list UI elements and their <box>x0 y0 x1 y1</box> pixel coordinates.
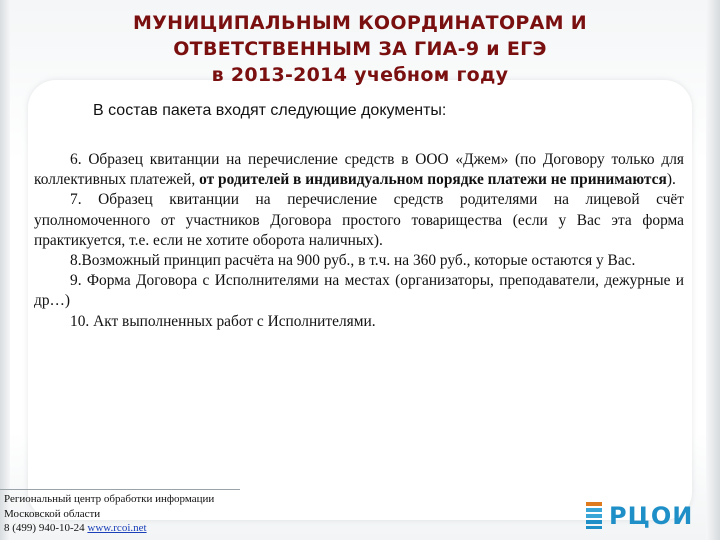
list-item-10: 10. Акт выполненных работ с Исполнителями. <box>70 312 376 330</box>
title-line-3: в 2013-2014 учебном году <box>211 64 509 86</box>
item-6-end: ). <box>666 171 676 189</box>
logo-text: РЦОИ <box>609 502 694 530</box>
footer-divider <box>0 489 240 490</box>
list-item-9: 9. Форма Договора с Исполнителями на местах (организаторы, преподаватели, дежурные и др…) <box>34 272 684 310</box>
subtitle: В состав пакета входят следующие документы: <box>93 102 447 119</box>
document-list <box>34 150 684 332</box>
footer-phone: 8 (499) 940-10-24 <box>4 522 88 534</box>
footer-org-line2: Московской области <box>4 507 101 520</box>
title-line-2: ОТВЕТСТВЕННЫМ ЗА ГИА-9 и ЕГЭ <box>173 38 547 60</box>
title-line-1: МУНИЦИПАЛЬНЫМ КООРДИНАТОРАМ И <box>133 12 587 34</box>
footer-info <box>4 492 214 536</box>
footer-org-line1: Региональный центр обработки информации <box>4 493 215 505</box>
list-item-8: 8.Возможный принцип расчёта на 900 руб., в т.ч. на 360 руб., которые остаются у Вас. <box>70 252 636 270</box>
list-item-7: 7. Образец квитанции на перечисление средств родителями на лицевой счёт уполномоченного от участников Договора простого товарищества (если у Вас эта форма практикуется, т.е. если не хотите оборота наличных). <box>34 191 684 249</box>
item-6-bold-text: от родителей в индивидуальном порядке платежи не принимаются <box>199 171 667 189</box>
rcoi-logo <box>583 500 703 530</box>
item-6-text: 6. Образец квитанции на перечисление средств в ООО «Джем» (по Договору только для коллективных платежей, <box>34 151 684 189</box>
footer-website-link[interactable]: www.rcoi.net <box>87 522 147 534</box>
list-item-6 <box>34 150 684 190</box>
footer-contact <box>4 521 214 536</box>
rcoi-logo-icon <box>583 500 605 530</box>
page-title <box>0 10 720 88</box>
